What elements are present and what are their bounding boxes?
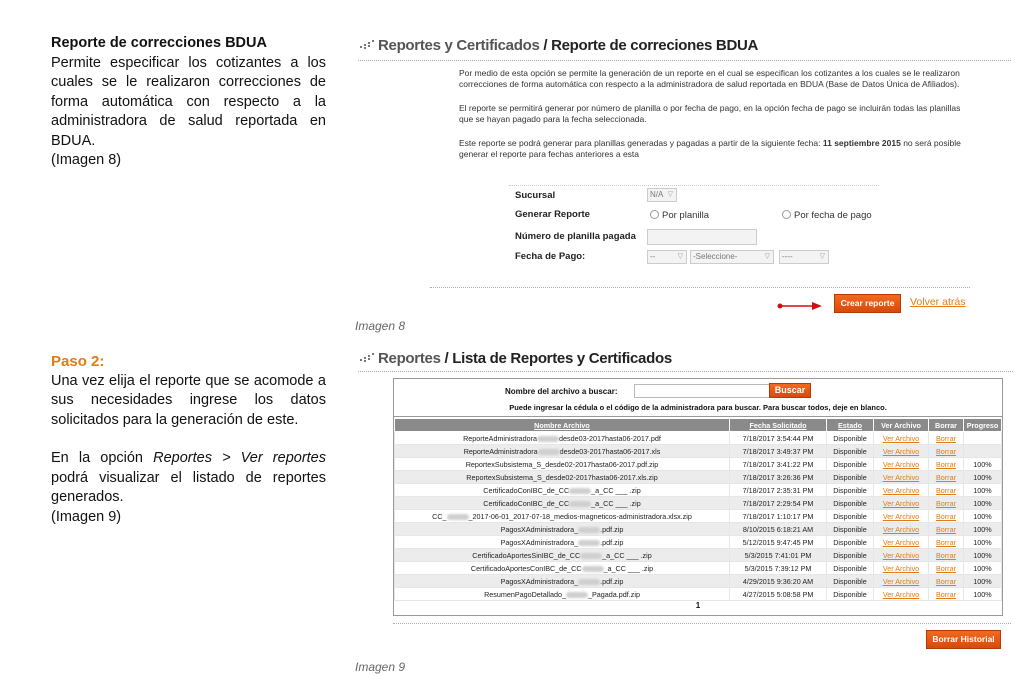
cell-fecha: 7/18/2017 3:49:37 PM	[730, 445, 827, 458]
cell-borrar	[929, 432, 964, 445]
cell-fecha: 7/18/2017 1:10:17 PM	[730, 510, 827, 523]
borrar-link[interactable]: Borrar	[936, 576, 956, 586]
cell-estado: Disponible	[827, 588, 874, 601]
radio-circle-icon	[650, 210, 659, 219]
table-header-row	[395, 419, 1002, 432]
file-name: ReporteAdministradora	[463, 433, 537, 443]
cell-progreso: 100%	[964, 484, 1002, 497]
file-name-suffix: _a_CC ___ .zip	[591, 485, 641, 495]
search-hint: Puede ingresar la cédula o el código de la administradora para buscar. Para buscar todos, deje en blanco.	[509, 403, 887, 412]
borrar-link[interactable]: Borrar	[936, 511, 956, 521]
cell-borrar	[929, 523, 964, 536]
borrar-link[interactable]: Borrar	[936, 563, 956, 573]
borrar-link[interactable]: Borrar	[936, 446, 956, 456]
cell-borrar	[929, 510, 964, 523]
section-2-body-2-prefix: En la opción	[51, 450, 154, 466]
cell-progreso: 100%	[964, 523, 1002, 536]
file-name-suffix: .pdf.zip	[600, 537, 624, 547]
screen-1-divider	[358, 60, 1011, 61]
cell-borrar	[929, 471, 964, 484]
redacted-text	[537, 436, 559, 442]
cell-borrar	[929, 549, 964, 562]
cell-fecha: 7/18/2017 3:54:44 PM	[730, 432, 827, 445]
borrar-historial-button[interactable]: Borrar Historial	[926, 630, 1001, 649]
volver-atras-link[interactable]: Volver atrás	[910, 296, 966, 308]
cell-fecha: 8/10/2015 6:18:21 AM	[730, 523, 827, 536]
section-1-image-ref: (Imagen 8)	[51, 152, 122, 168]
file-name-suffix: desde03-2017hasta06-2017.pdf	[559, 433, 661, 443]
screen-1-para-3-prefix: Este reporte se podrá generar para planillas generadas y pagadas a partir de la siguiente fecha:	[459, 138, 823, 148]
ver-archivo-link[interactable]: Ver Archivo	[882, 537, 920, 547]
redacted-text	[447, 514, 469, 520]
sucursal-select-value: N/A	[650, 190, 664, 199]
cell-fecha: 4/27/2015 5:08:58 PM	[730, 588, 827, 601]
column-header-ver: Ver Archivo	[874, 419, 929, 432]
cell-nombre	[395, 510, 730, 523]
screen-1-heading	[358, 37, 758, 54]
cell-nombre	[395, 445, 730, 458]
screen-1-heading-section: Reportes y Certificados	[378, 37, 540, 54]
cell-ver	[874, 458, 929, 471]
redacted-text	[578, 579, 600, 585]
cell-borrar	[929, 445, 964, 458]
cell-borrar	[929, 497, 964, 510]
table-row	[395, 497, 1002, 510]
ver-archivo-link[interactable]: Ver Archivo	[882, 550, 920, 560]
screen-1-para-3-suffix: no será posible generar el reporte para fechas anteriores a esta	[459, 138, 961, 159]
column-header-progreso: Progreso	[964, 419, 1002, 432]
cell-borrar	[929, 575, 964, 588]
column-header-borrar: Borrar	[929, 419, 964, 432]
cell-progreso: 100%	[964, 575, 1002, 588]
cell-estado: Disponible	[827, 458, 874, 471]
cell-estado: Disponible	[827, 484, 874, 497]
cell-estado: Disponible	[827, 536, 874, 549]
section-2-image-ref: (Imagen 9)	[51, 508, 122, 525]
table-row	[395, 432, 1002, 445]
table-row	[395, 536, 1002, 549]
file-name-suffix: _Pagada.pdf.zip	[587, 589, 640, 599]
cell-ver	[874, 484, 929, 497]
cell-estado: Disponible	[827, 575, 874, 588]
file-name-suffix: _a_CC ___ .zip	[591, 498, 641, 508]
cell-progreso: 100%	[964, 549, 1002, 562]
arrow-annotation-icon	[776, 298, 824, 308]
cell-progreso: 100%	[964, 510, 1002, 523]
cell-estado: Disponible	[827, 445, 874, 458]
year-select[interactable]	[779, 250, 829, 264]
crear-reporte-button[interactable]: Crear reporte	[834, 294, 901, 313]
ver-archivo-link[interactable]: Ver Archivo	[882, 498, 920, 508]
ver-archivo-link[interactable]: Ver Archivo	[882, 459, 920, 469]
section-2-body-2	[51, 449, 326, 508]
cell-estado: Disponible	[827, 549, 874, 562]
table-divider	[393, 623, 1011, 624]
file-name-suffix: _a_CC ___ .zip	[602, 550, 652, 560]
cell-progreso: 100%	[964, 497, 1002, 510]
cell-progreso: 100%	[964, 588, 1002, 601]
screen-1-description	[459, 68, 969, 159]
borrar-link[interactable]: Borrar	[936, 550, 956, 560]
ver-archivo-link[interactable]: Ver Archivo	[882, 433, 920, 443]
section-2-body-1: Una vez elija el reporte que se acomode a sus necesidades ingrese los datos solicitados para la generación de este.	[51, 372, 326, 428]
day-select[interactable]	[647, 250, 687, 264]
file-name: CertificadoAportesConIBC_de_CC	[470, 563, 582, 573]
table-row	[395, 484, 1002, 497]
screen-2-divider	[358, 371, 1013, 372]
ver-archivo-link[interactable]: Ver Archivo	[882, 472, 920, 482]
screen-2-heading	[358, 350, 672, 367]
radio-por-planilla[interactable]	[650, 210, 709, 221]
radio-por-planilla-label: Por planilla	[662, 210, 709, 221]
file-name-suffix: .pdf.zip	[600, 576, 624, 586]
section-2-menu-path: Reportes > Ver reportes	[153, 450, 326, 466]
column-header-nombre[interactable]: Nombre Archivo	[395, 419, 730, 432]
section-2-body-2-suffix: podrá visualizar el listado de reportes generados.	[51, 469, 326, 505]
redacted-text	[538, 449, 560, 455]
table-row	[395, 549, 1002, 562]
cell-fecha: 5/12/2015 9:47:45 PM	[730, 536, 827, 549]
radio-por-fecha-label: Por fecha de pago	[794, 210, 872, 221]
reports-panel	[393, 378, 1003, 616]
file-name-suffix: _2017-06-01_2017-07-18_medios-magneticos-administradora.xlsx.zip	[468, 511, 692, 521]
file-name: PagosXAdministradora_	[500, 537, 579, 547]
borrar-link[interactable]: Borrar	[936, 589, 956, 599]
form-divider	[430, 287, 970, 288]
cell-ver	[874, 432, 929, 445]
cell-fecha: 7/18/2017 3:26:36 PM	[730, 471, 827, 484]
file-name: CertificadoConIBC_de_CC	[483, 485, 570, 495]
section-2-title: Paso 2:	[51, 353, 105, 370]
section-1	[51, 34, 326, 171]
ver-archivo-link[interactable]: Ver Archivo	[882, 589, 920, 599]
cell-ver	[874, 510, 929, 523]
cell-estado: Disponible	[827, 523, 874, 536]
cell-estado: Disponible	[827, 497, 874, 510]
file-name-suffix: _a_CC ___ .zip	[603, 563, 654, 573]
section-2	[51, 352, 326, 527]
borrar-link[interactable]: Borrar	[936, 472, 956, 482]
cell-nombre	[395, 549, 730, 562]
chevron-down-icon: ▽	[667, 191, 673, 198]
redacted-text	[569, 488, 591, 494]
file-name: ReportexSubsistema_S_desde02-2017hasta06-2017.xls.zip	[466, 472, 658, 482]
file-name: CertificadoConIBC_de_CC	[483, 498, 570, 508]
dots-icon	[358, 40, 376, 50]
cell-borrar	[929, 536, 964, 549]
screen-1-para-1: Por medio de esta opción se permite la generación de un reporte en el cual se especifican los cotizantes a los cuales se le realizaron correcciones de forma automática con respecto a la administradora de salud reportada en BDUA (Base de Datos Única de Afiliados).	[459, 68, 960, 89]
cell-nombre	[395, 575, 730, 588]
screen-1-para-3-date: 11 septiembre 2015	[822, 138, 901, 148]
redacted-text	[582, 566, 604, 572]
screen-1-para-3	[459, 138, 969, 159]
chevron-down-icon: ▽	[764, 253, 770, 260]
cell-ver	[874, 445, 929, 458]
radio-por-fecha[interactable]	[782, 210, 872, 221]
cell-fecha: 4/29/2015 9:36:20 AM	[730, 575, 827, 588]
cell-progreso: 100%	[964, 471, 1002, 484]
borrar-link[interactable]: Borrar	[936, 498, 956, 508]
table-row	[395, 588, 1002, 601]
sucursal-select[interactable]	[647, 188, 677, 202]
cell-progreso	[964, 432, 1002, 445]
file-name: ResumenPagoDetallado_	[484, 589, 566, 599]
file-name: CC_	[432, 511, 447, 521]
buscar-button[interactable]: Buscar	[769, 383, 811, 398]
cell-fecha: 7/18/2017 2:29:54 PM	[730, 497, 827, 510]
month-select[interactable]	[690, 250, 774, 264]
table-row	[395, 575, 1002, 588]
cell-progreso: 100%	[964, 536, 1002, 549]
redacted-text	[578, 540, 600, 546]
cell-nombre	[395, 497, 730, 510]
dots-icon	[358, 353, 376, 363]
file-name-suffix: .pdf.zip	[600, 524, 624, 534]
column-header-fecha[interactable]: Fecha Solicitado	[730, 419, 827, 432]
cell-fecha: 5/3/2015 7:39:12 PM	[730, 562, 827, 575]
caption-imagen-8: Imagen 8	[355, 319, 406, 333]
file-name: PagosXAdministradora_	[500, 576, 579, 586]
reports-table	[394, 418, 1002, 601]
cell-estado: Disponible	[827, 471, 874, 484]
ver-archivo-link[interactable]: Ver Archivo	[882, 446, 920, 456]
cell-ver	[874, 471, 929, 484]
borrar-link[interactable]: Borrar	[936, 485, 956, 495]
table-row	[395, 562, 1002, 575]
cell-progreso: 100%	[964, 458, 1002, 471]
cell-ver	[874, 497, 929, 510]
cell-ver	[874, 575, 929, 588]
redacted-text	[578, 527, 600, 533]
file-name-suffix: desde03-2017hasta06-2017.xls	[559, 446, 661, 456]
cell-nombre	[395, 562, 730, 575]
borrar-link[interactable]: Borrar	[936, 524, 956, 534]
ver-archivo-link[interactable]: Ver Archivo	[882, 485, 920, 495]
cell-nombre	[395, 536, 730, 549]
search-label: Nombre del archivo a buscar:	[505, 387, 618, 396]
cell-ver	[874, 562, 929, 575]
cell-borrar	[929, 458, 964, 471]
cell-borrar	[929, 562, 964, 575]
screen-1-heading-separator: /	[539, 37, 552, 54]
redacted-text	[569, 501, 591, 507]
cell-borrar	[929, 588, 964, 601]
chevron-down-icon: ▽	[819, 253, 825, 260]
ver-archivo-link[interactable]: Ver Archivo	[882, 576, 920, 586]
numero-planilla-label: Número de planilla pagada	[515, 231, 636, 242]
section-1-body: Permite especificar los cotizantes a los cuales se le realizaron correcciones de forma automática con respecto a la administradora de salud reportada en BDUA.	[51, 54, 326, 149]
numero-planilla-input[interactable]	[647, 229, 757, 245]
year-select-value: ----	[782, 252, 793, 261]
cell-borrar	[929, 484, 964, 497]
cell-fecha: 7/18/2017 2:35:31 PM	[730, 484, 827, 497]
screen-2-heading-section: Reportes	[378, 350, 441, 367]
cell-estado: Disponible	[827, 432, 874, 445]
cell-progreso: 100%	[964, 562, 1002, 575]
cell-nombre	[395, 432, 730, 445]
file-name: PagosXAdministradora_	[500, 524, 579, 534]
cell-nombre	[395, 523, 730, 536]
month-select-value: -Seleccione-	[693, 252, 738, 261]
cell-fecha: 5/3/2015 7:41:01 PM	[730, 549, 827, 562]
table-row	[395, 510, 1002, 523]
day-select-value: --	[650, 252, 656, 261]
pagination-page[interactable]: 1	[695, 601, 701, 610]
cell-nombre	[395, 458, 730, 471]
ver-archivo-link[interactable]: Ver Archivo	[882, 563, 920, 573]
cell-estado: Disponible	[827, 562, 874, 575]
screen-2-heading-page: Lista de Reportes y Certificados	[452, 350, 672, 367]
ver-archivo-link[interactable]: Ver Archivo	[882, 511, 920, 521]
sucursal-label: Sucursal	[515, 190, 556, 201]
cell-ver	[874, 549, 929, 562]
redacted-text	[580, 553, 602, 559]
caption-imagen-9: Imagen 9	[355, 660, 406, 674]
ver-archivo-link[interactable]: Ver Archivo	[882, 524, 920, 534]
cell-nombre	[395, 588, 730, 601]
redacted-text	[566, 592, 588, 598]
table-row	[395, 523, 1002, 536]
cell-progreso	[964, 445, 1002, 458]
file-name: ReporteAdministradora	[463, 446, 538, 456]
cell-estado: Disponible	[827, 510, 874, 523]
section-1-title: Reporte de correcciones BDUA	[51, 35, 267, 51]
borrar-link[interactable]: Borrar	[936, 537, 956, 547]
cell-ver	[874, 523, 929, 536]
cell-ver	[874, 536, 929, 549]
file-name: ReportexSubsistema_S_desde02-2017hasta06-2017.pdf.zip	[465, 459, 659, 469]
search-input[interactable]	[634, 384, 776, 398]
screen-2-heading-separator: /	[440, 350, 453, 367]
chevron-down-icon: ▽	[677, 253, 683, 260]
table-row	[395, 458, 1002, 471]
table-row	[395, 445, 1002, 458]
cell-ver	[874, 588, 929, 601]
screen-1-heading-page: Reporte de correciones BDUA	[551, 37, 759, 54]
file-name: CertificadoAportesSinIBC_de_CC	[472, 550, 581, 560]
generar-reporte-label: Generar Reporte	[515, 209, 590, 220]
table-row	[395, 471, 1002, 484]
borrar-link[interactable]: Borrar	[936, 433, 956, 443]
borrar-link[interactable]: Borrar	[936, 459, 956, 469]
radio-circle-icon	[782, 210, 791, 219]
column-header-estado[interactable]: Estado	[827, 419, 874, 432]
cell-nombre	[395, 471, 730, 484]
cell-fecha: 7/18/2017 3:41:22 PM	[730, 458, 827, 471]
cell-nombre	[395, 484, 730, 497]
screen-1-para-2: El reporte se permitirá generar por número de planilla o por fecha de pago, en la opción fecha de pago se incluirán todas las planillas que se hayan pagado para la fecha seleccionada.	[459, 103, 961, 124]
fecha-pago-label: Fecha de Pago:	[515, 251, 586, 262]
